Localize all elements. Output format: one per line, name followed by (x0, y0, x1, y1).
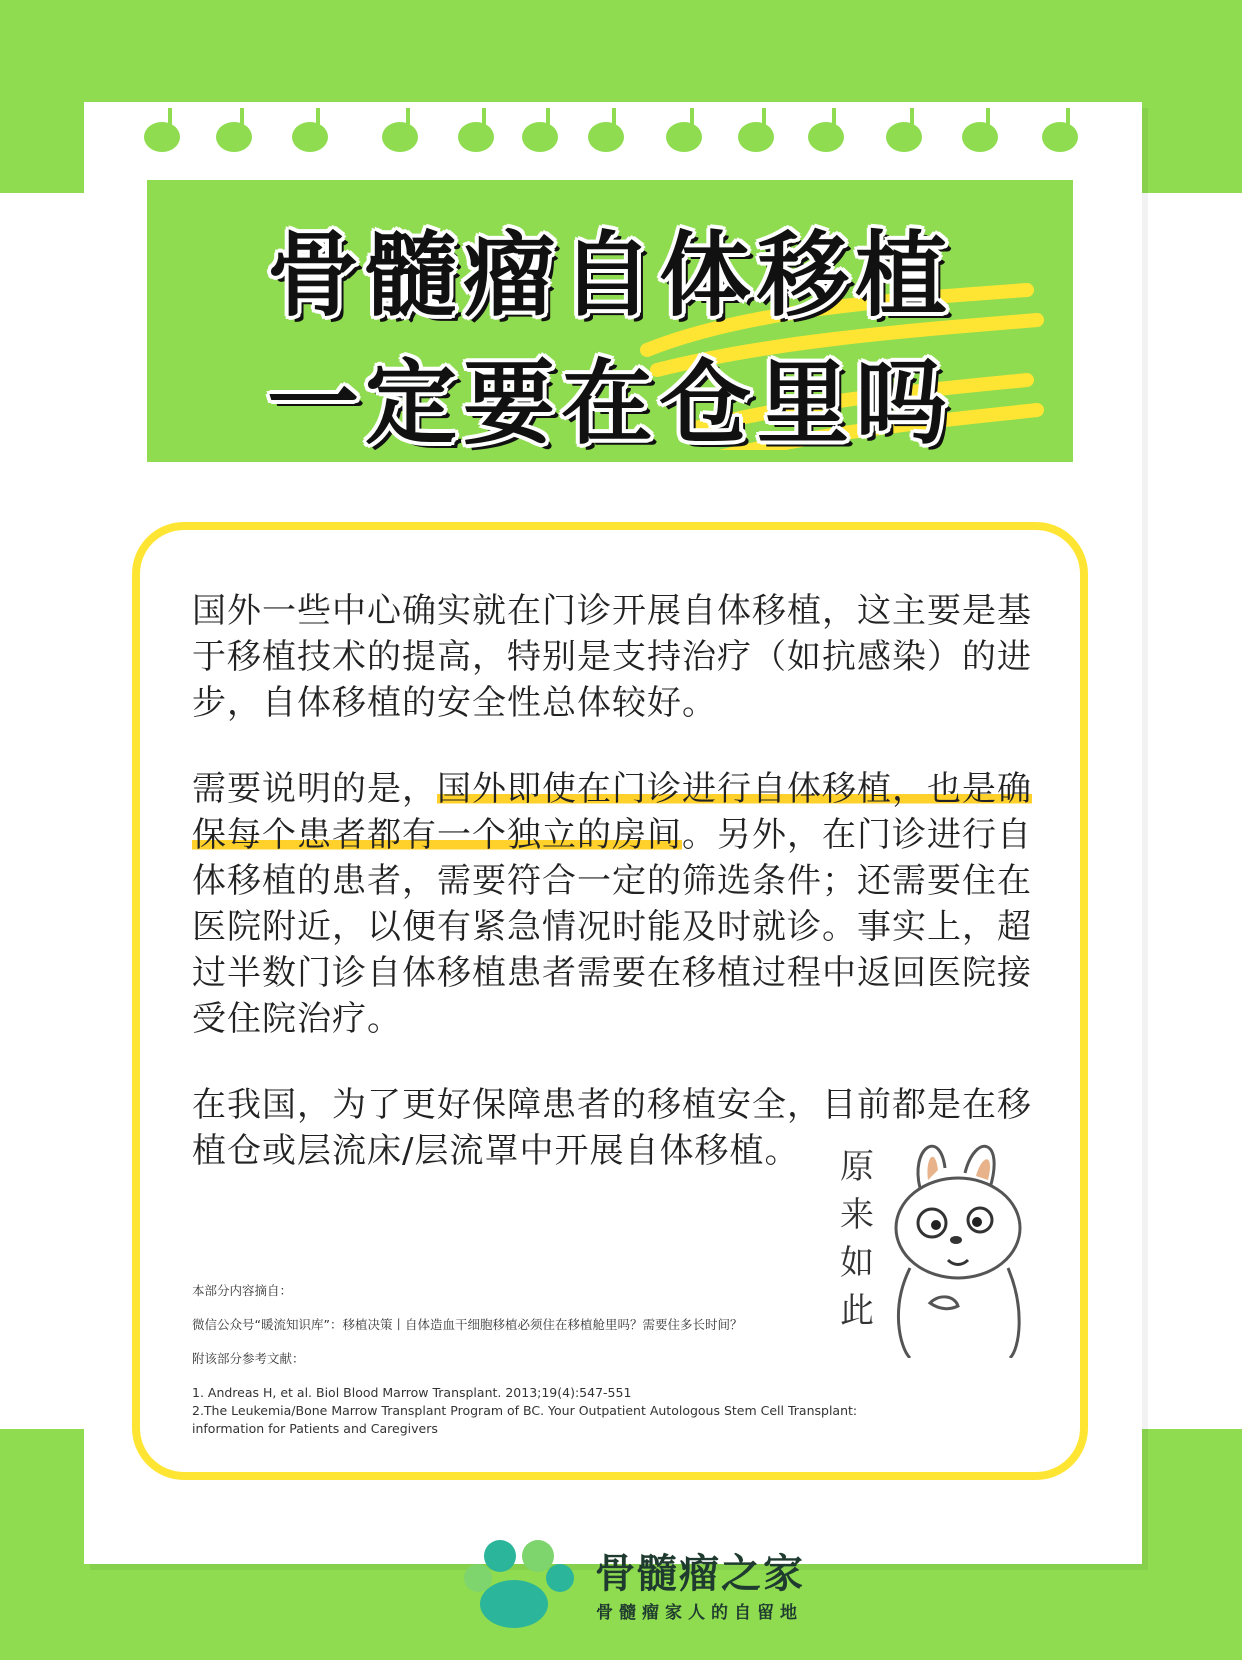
source-text: 微信公众号“暖流知识库”：移植决策丨自体造血干细胞移植必须住在移植舱里吗？需要住多长时间？ (192, 1317, 743, 1332)
references-label: 附该部分参考文献： (192, 1351, 305, 1366)
reference-2: 2.The Leukemia/Bone Marrow Transplant Program of BC. Your Outpatient Autologous Stem Cell Transplant: information for Patients and Caregivers (192, 1403, 858, 1436)
bunny-caption-3: 如 (840, 1243, 874, 1283)
logo-slogan: 骨髓瘤家人的自留地 (596, 1603, 803, 1623)
logo-name: 骨髓瘤之家 (595, 1551, 805, 1597)
bunny-caption-4: 此 (840, 1291, 874, 1331)
page-title-line-1: 骨髓瘤自体移植 (266, 222, 953, 329)
paragraph-2-highlight: 国外即使在门诊进行自体移植，也是确保每个患者都有一个独立的房间 (192, 769, 1032, 855)
bunny-caption-1: 原 (840, 1147, 874, 1187)
title-banner (147, 180, 1073, 462)
paragraph-2-intro: 需要说明的是， (192, 769, 437, 809)
references (192, 1282, 912, 1438)
bunny-caption-2: 来 (840, 1195, 874, 1235)
paragraph-2-rest: 。另外，在门诊进行自体移植的患者，需要符合一定的筛选条件；还需要住在医院附近，以便有紧急情况时能及时就诊。事实上，超过半数门诊自体移植患者需要在移植过程中返回医院接受住院治疗。 (192, 815, 1032, 1039)
reference-1: 1. Andreas H, et al. Biol Blood Marrow Transplant. 2013;19(4):547-551 (192, 1385, 632, 1400)
page-title-line-2: 一定要在仓里吗 (266, 350, 953, 457)
paragraph-2 (192, 766, 1052, 1042)
paragraph-3: 在我国，为了更好保障患者的移植安全，目前都是在移植仓或层流床/层流罩中开展自体移植。 (192, 1085, 1032, 1171)
paragraph-1: 国外一些中心确实就在门诊开展自体移植，这主要是基于移植技术的提高，特别是支持治疗（如抗感染）的进步，自体移植的安全性总体较好。 (192, 591, 1032, 723)
source-label: 本部分内容摘自： (192, 1283, 293, 1298)
bunny-illustration (830, 1128, 1050, 1358)
notebook-rings (84, 100, 1142, 160)
